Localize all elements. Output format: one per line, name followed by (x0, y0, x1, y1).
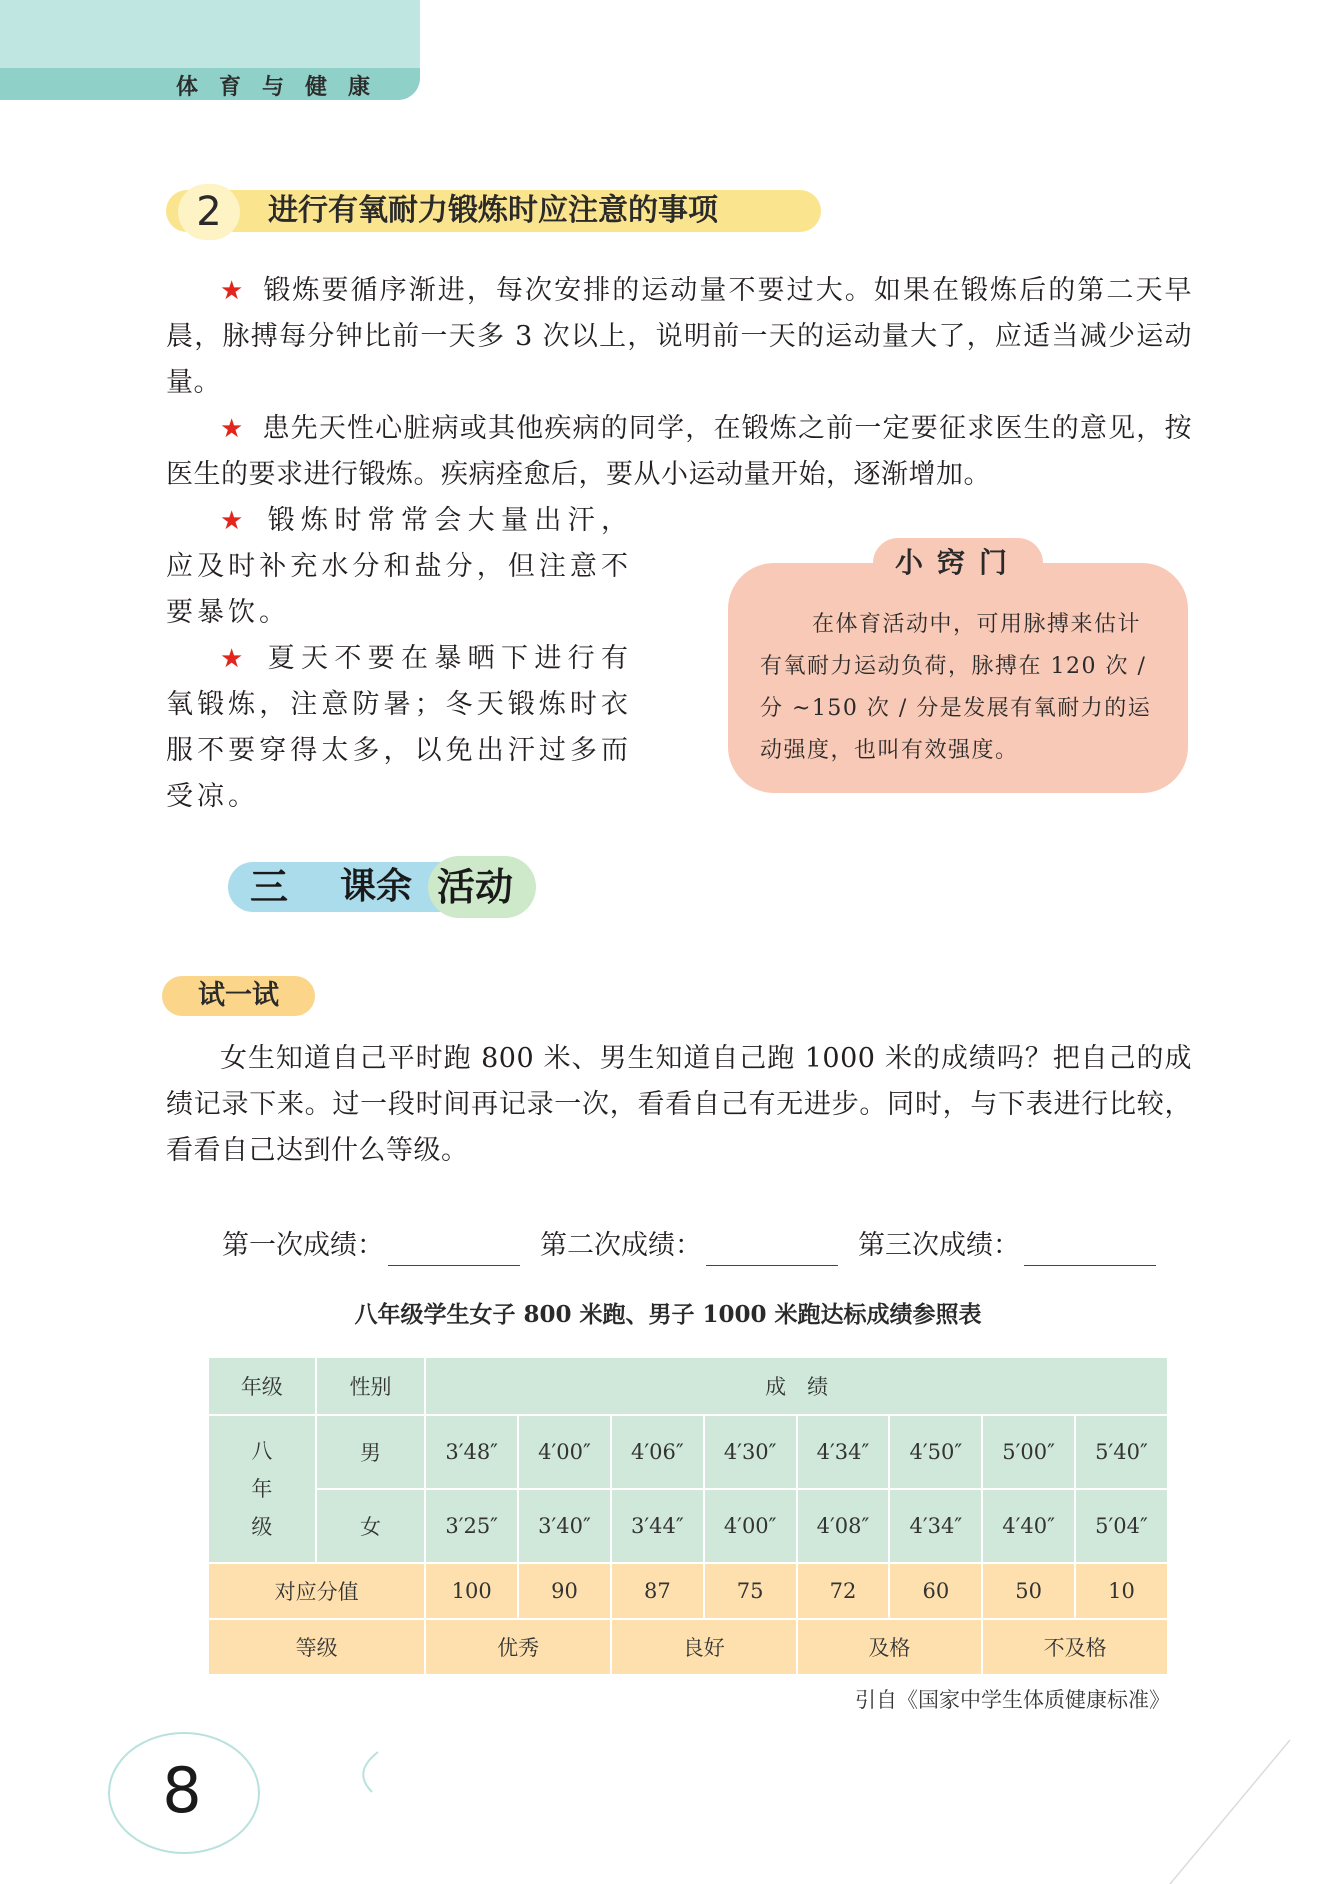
star-icon: ★ (220, 276, 246, 306)
star-icon: ★ (220, 414, 245, 444)
table-cell: 良好 (611, 1619, 797, 1675)
header-score: 成 绩 (425, 1357, 1168, 1415)
record-third-blank[interactable] (1024, 1235, 1156, 1266)
table-cell: 75 (704, 1563, 797, 1619)
male-label: 男 (316, 1415, 426, 1489)
section-2-title: 进行有氧耐力锻炼时应注意的事项 (268, 193, 718, 228)
table-cell: 60 (889, 1563, 982, 1619)
table-cell: 4′50″ (889, 1415, 982, 1489)
table-cell: 100 (425, 1563, 518, 1619)
table-cell: 4′06″ (611, 1415, 704, 1489)
table-cell: 5′04″ (1075, 1489, 1168, 1563)
try-it-label: 试一试 (162, 976, 315, 1016)
table-cell: 4′40″ (982, 1489, 1075, 1563)
table-cell: 3′44″ (611, 1489, 704, 1563)
table-cell: 4′00″ (518, 1415, 611, 1489)
section-3-number: 三 (250, 865, 289, 909)
table-cell: 4′34″ (889, 1489, 982, 1563)
section-3-title-part2: 活动 (437, 865, 514, 909)
record-third: 第三次成绩： (858, 1226, 1156, 1266)
table-row-levels (208, 1619, 1168, 1675)
header-gender: 性别 (316, 1357, 426, 1415)
table-cell: 优秀 (425, 1619, 611, 1675)
table-cell: 及格 (797, 1619, 983, 1675)
tip-paragraph-1: ★ 锻炼要循序渐进，每次安排的运动量不要过大。如果在锻炼后的第二天早晨，脉搏每分钟比前一天多 3 次以上，说明前一天的运动量大了，应适当减少运动量。 (166, 275, 1193, 398)
table-cell: 5′00″ (982, 1415, 1075, 1489)
table-cell: 4′34″ (797, 1415, 890, 1489)
tip-box-title: 小窍门 (894, 546, 1021, 579)
record-second-blank[interactable] (706, 1235, 838, 1266)
record-first-blank[interactable] (388, 1235, 520, 1266)
record-second: 第二次成绩： (540, 1226, 838, 1266)
table-cell: 3′40″ (518, 1489, 611, 1563)
table-cell: 50 (982, 1563, 1075, 1619)
star-icon: ★ (220, 506, 250, 536)
table-row-points (208, 1563, 1168, 1619)
tip-box-text: 在体育活动中，可用脉搏来估计有氧耐力运动负荷，脉搏在 120 次 / 分 ~150 次 / 分是发展有氧耐力的运动强度，也叫有效强度。 (760, 612, 1152, 763)
try-it-text: 女生知道自己平时跑 800 米、男生知道自己跑 1000 米的成绩吗？把自己的成绩记录下来。过一段时间再记录一次，看看自己有无进步。同时，与下表进行比较，看看自己达到什么等级。 (166, 1043, 1192, 1166)
table-row-male (208, 1415, 1168, 1489)
header-title: 体育与健康 (176, 75, 392, 100)
section-3-title-part1: 课余 (340, 866, 413, 907)
table-cell: 3′48″ (425, 1415, 518, 1489)
table-row-female (208, 1489, 1168, 1563)
table-cell: 不及格 (982, 1619, 1168, 1675)
star-icon: ★ (220, 644, 250, 674)
section-2-number: 2 (178, 184, 240, 240)
table-cell: 72 (797, 1563, 890, 1619)
table-header-row (208, 1357, 1168, 1415)
table-cell: 4′00″ (704, 1489, 797, 1563)
table-caption: 八年级学生女子 800 米跑、男子 1000 米跑达标成绩参照表 (354, 1301, 982, 1328)
tip-paragraph-3: ★ 锻炼时常常会大量出汗，应及时补充水分和盐分，但注意不要暴饮。 (166, 505, 633, 628)
record-first: 第一次成绩： (222, 1226, 520, 1266)
header-grade: 年级 (208, 1357, 316, 1415)
grade-label: 八 年 级 (208, 1415, 316, 1563)
score-table (207, 1356, 1169, 1676)
tip-paragraph-4: ★ 夏天不要在暴晒下进行有氧锻炼，注意防暑；冬天锻炼时衣服不要穿得太多，以免出汗过多而受凉。 (166, 643, 633, 812)
table-cell: 5′40″ (1075, 1415, 1168, 1489)
table-cell: 3′25″ (425, 1489, 518, 1563)
table-cell: 4′08″ (797, 1489, 890, 1563)
tip-paragraph-2: ★ 患先天性心脏病或其他疾病的同学，在锻炼之前一定要征求医生的意见，按医生的要求进行锻炼。疾病痊愈后，要从小运动量开始，逐渐增加。 (166, 413, 1192, 490)
table-source: 引自《国家中学生体质健康标准》 (855, 1688, 1170, 1712)
table-cell: 10 (1075, 1563, 1168, 1619)
level-label: 等级 (208, 1619, 425, 1675)
table-cell: 4′30″ (704, 1415, 797, 1489)
table-cell: 87 (611, 1563, 704, 1619)
table-cell: 90 (518, 1563, 611, 1619)
female-label: 女 (316, 1489, 426, 1563)
points-label: 对应分值 (208, 1563, 425, 1619)
page-number: 8 (162, 1754, 202, 1827)
